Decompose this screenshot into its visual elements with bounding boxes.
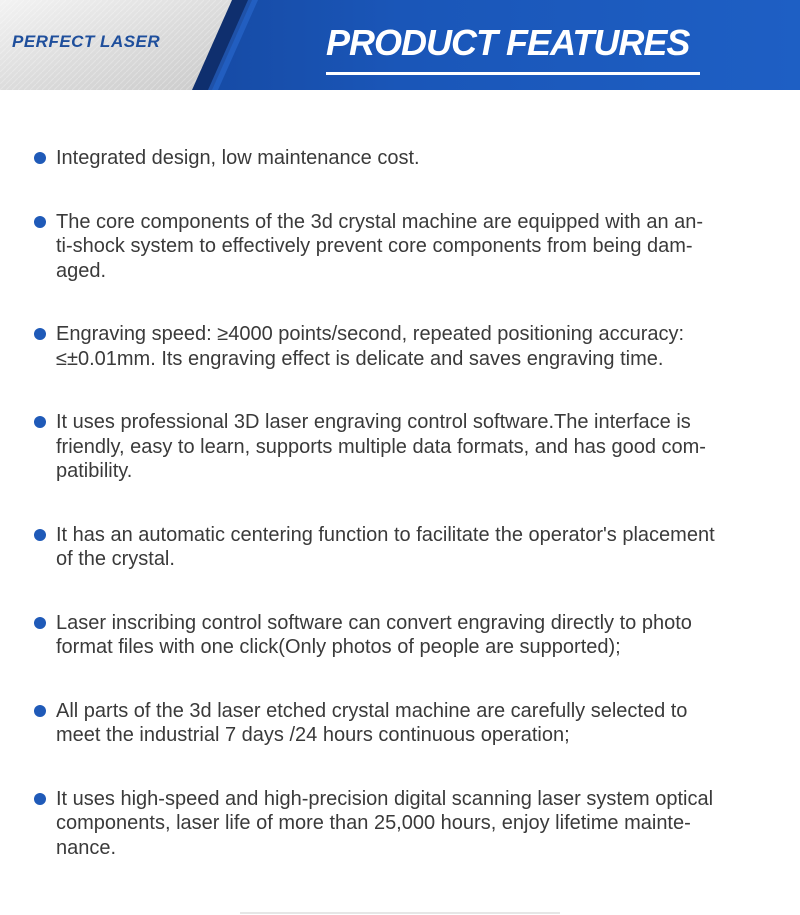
footer-divider bbox=[240, 912, 560, 914]
bullet-icon bbox=[34, 793, 46, 805]
bullet-icon bbox=[34, 705, 46, 717]
title-underline bbox=[326, 72, 700, 75]
feature-text: It uses high-speed and high-precision digital scanning laser system optical components, laser life of more than 25,000 hours, enjoy lifetime mainte- nance. bbox=[56, 787, 714, 859]
feature-item bbox=[33, 146, 773, 171]
brand-logo: PERFECT LASER bbox=[12, 32, 161, 51]
feature-item bbox=[33, 699, 773, 748]
feature-text: All parts of the 3d laser etched crystal machine are carefully selected to meet the industrial 7 days /24 hours continuous operation; bbox=[56, 699, 688, 746]
feature-text: It has an automatic centering function to facilitate the operator's placement of the crystal. bbox=[56, 523, 715, 570]
bullet-icon bbox=[34, 617, 46, 629]
feature-text: It uses professional 3D laser engraving control software.The interface is friendly, easy to learn, supports multiple data formats, and has good com- patibility. bbox=[56, 411, 706, 482]
header-banner bbox=[0, 0, 800, 90]
page-title: PRODUCT FEATURES bbox=[326, 22, 690, 63]
feature-text: Laser inscribing control software can convert engraving directly to photo format files with one click(Only photos of people are supported); bbox=[56, 611, 692, 658]
feature-item bbox=[33, 410, 773, 484]
feature-item bbox=[33, 611, 773, 660]
feature-item bbox=[33, 787, 773, 861]
bullet-icon bbox=[34, 216, 46, 228]
feature-item bbox=[33, 322, 773, 371]
feature-text: Engraving speed: ≥4000 points/second, repeated positioning accuracy: ≤±0.01mm. Its engraving effect is delicate and saves engraving time. bbox=[56, 323, 685, 370]
feature-text: The core components of the 3d crystal machine are equipped with an an- ti-shock system to effectively prevent core components from being dam- aged. bbox=[56, 210, 704, 282]
feature-item bbox=[33, 210, 773, 284]
bullet-icon bbox=[34, 529, 46, 541]
feature-text: Integrated design, low maintenance cost. bbox=[56, 147, 420, 169]
feature-list bbox=[33, 146, 773, 860]
bullet-icon bbox=[34, 152, 46, 164]
feature-item bbox=[33, 523, 773, 572]
bullet-icon bbox=[34, 328, 46, 340]
bullet-icon bbox=[34, 416, 46, 428]
